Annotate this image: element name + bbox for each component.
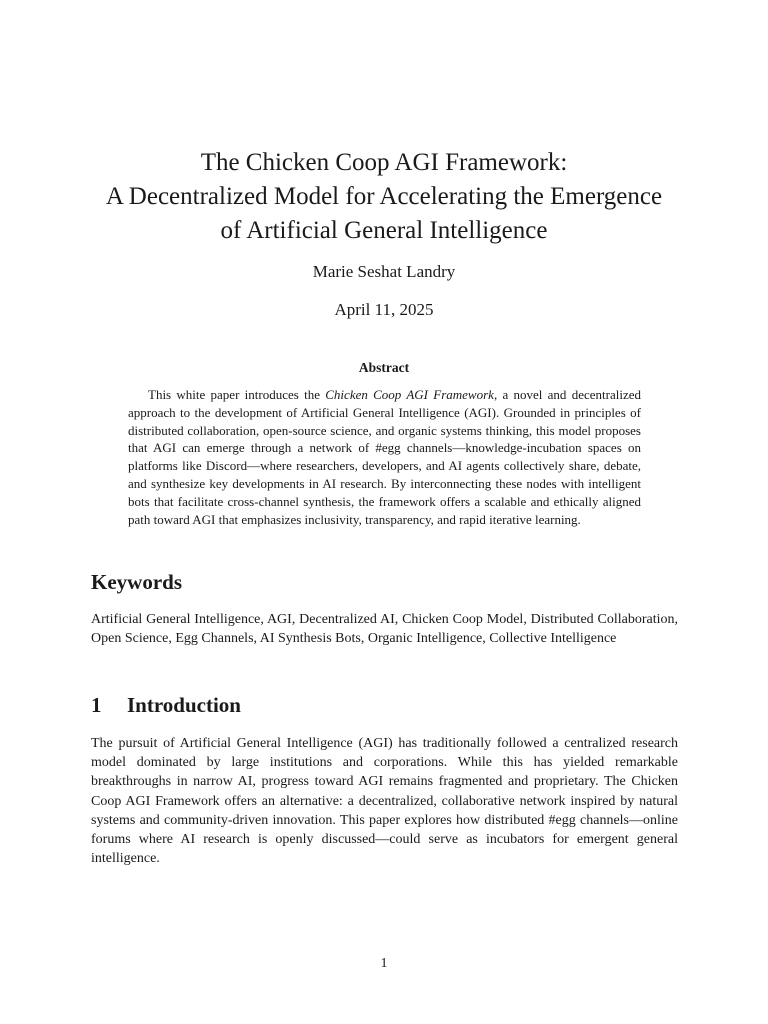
abstract-text <box>128 386 641 528</box>
abstract-text-start: This white paper introduces the <box>148 387 326 402</box>
introduction-heading <box>91 693 241 718</box>
paper-title <box>0 146 768 248</box>
publication-date: April 11, 2025 <box>334 300 434 319</box>
title-line-3: of Artificial General Intelligence <box>220 217 548 244</box>
keywords-text: Artificial General Intelligence, AGI, Decentralized AI, Chicken Coop Model, Distributed Collaboration, Open Science, Egg Channels, AI Synthesis Bots, Organic Intelligence, Collective Intelligence <box>91 612 678 647</box>
section-number: 1 <box>91 693 102 717</box>
title-line-1: The Chicken Coop AGI Framework: <box>200 149 568 176</box>
abstract-heading: Abstract <box>358 360 410 375</box>
author-name: Marie Seshat Landry <box>312 262 456 281</box>
page-number: 1 <box>380 956 388 971</box>
abstract-framework-name: Chicken Coop AGI Framework <box>325 387 494 402</box>
title-line-2: A Decentralized Model for Accelerating the Emergence <box>105 183 663 210</box>
keywords-heading: Keywords <box>91 570 182 594</box>
introduction-text: The pursuit of Artificial General Intelligence (AGI) has traditionally followed a centralized research model dominated by large institutions and corporations. While this has yielded remarkable breakthroughs in narrow AI, progress toward AGI remains fragmented and proprietary. The Chicken Coop AGI Framework offers an alternative: a decentralized, collaborative network inspired by natural systems and community-driven innovation. This paper explores how distributed #egg channels—online forums where AI research is openly discussed—could serve as incubators for emergent general intelligence. <box>91 736 678 867</box>
abstract-text-end: , a novel and decentralized approach to the development of Artificial General Intelligence (AGI). Grounded in principles of distributed collaboration, open-source science, and organic systems thinking, this model proposes that AGI can emerge through a network of #egg channels—knowledge-incubation spaces on platforms like Discord—where researchers, developers, and AI agents collectively share, debate, and synthesize key developments in AI research. By interconnecting these nodes with intelligent bots that facilitate cross-channel synthesis, the framework offers a scalable and ethically aligned path toward AGI that emphasizes inclusivity, transparency, and rapid iterative learning. <box>128 387 641 527</box>
section-title: Introduction <box>127 693 241 717</box>
